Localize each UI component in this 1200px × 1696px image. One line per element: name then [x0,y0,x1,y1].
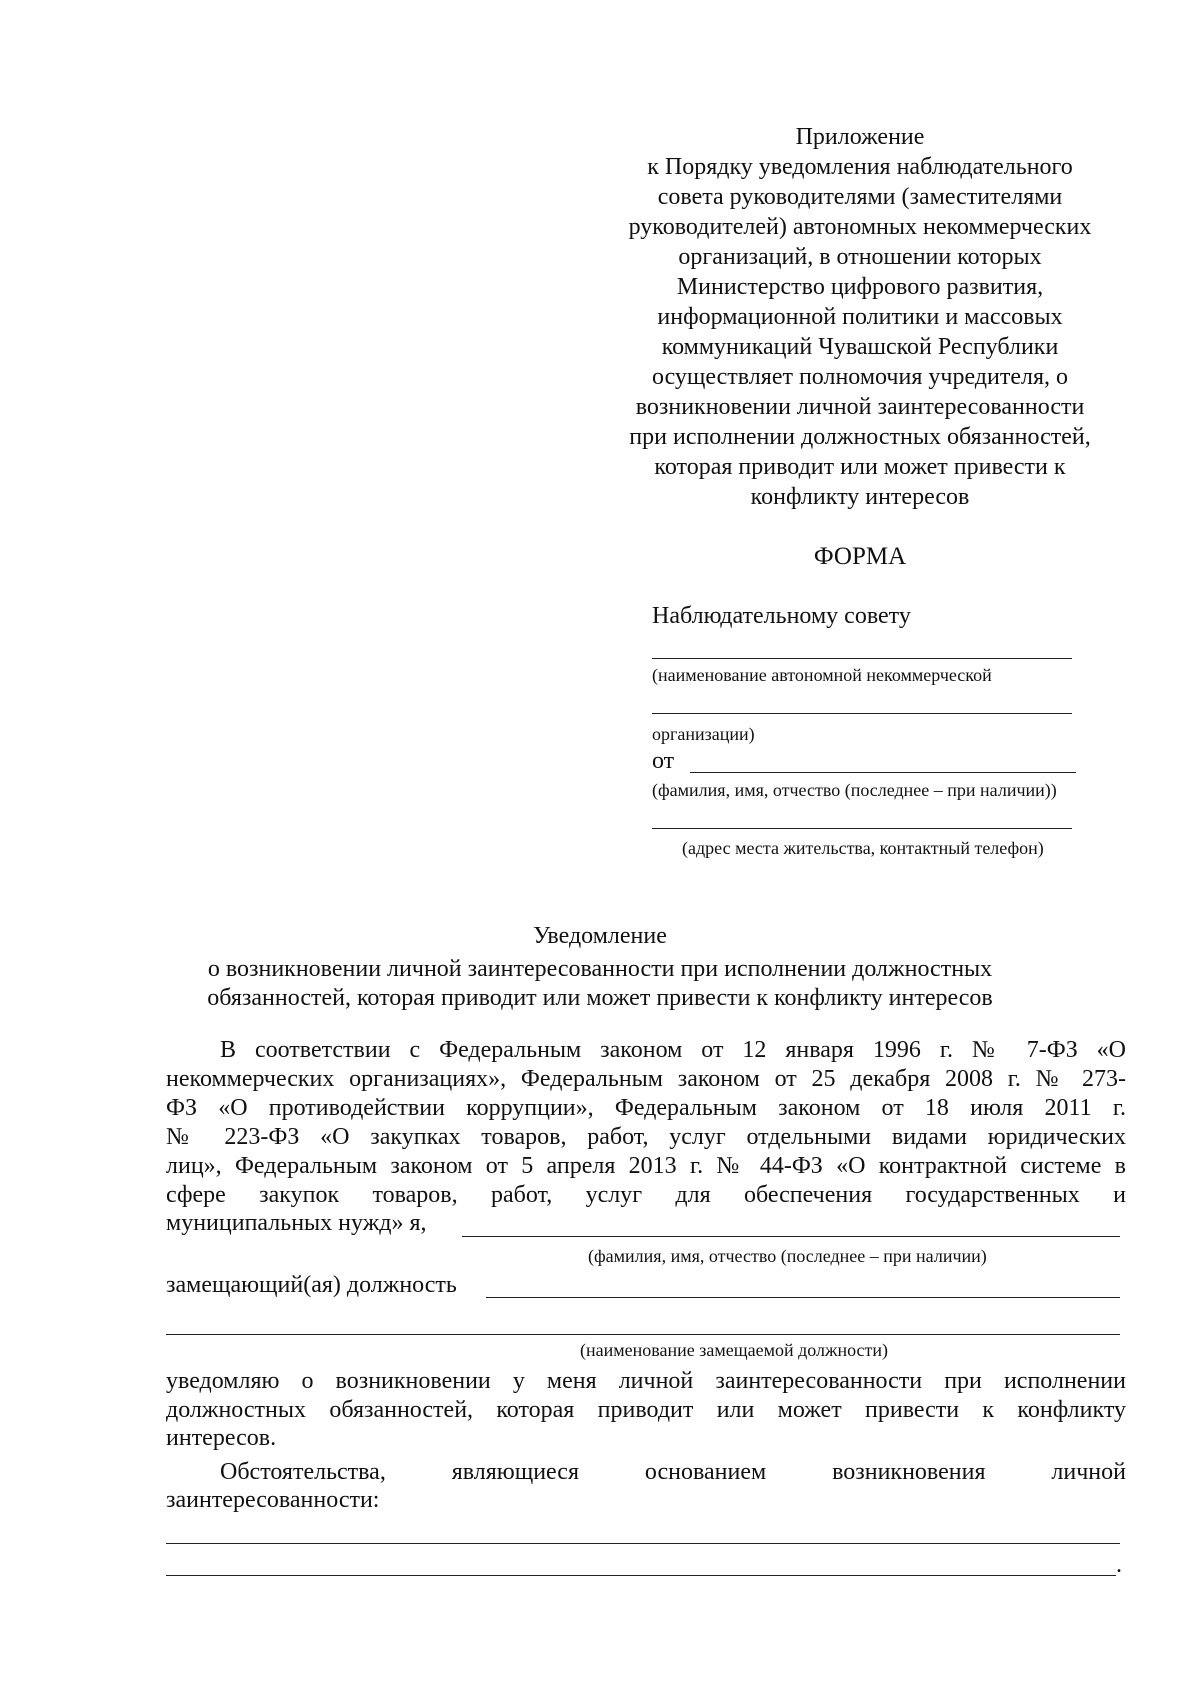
address-line[interactable] [652,828,1072,829]
body-line: муниципальных нужд» я, [166,1210,427,1236]
position-label: замещающий(ая) должность [166,1272,457,1298]
appendix-line: организаций, в отношении которых [678,244,1042,270]
notice-subtitle: о возникновении личной заинтересованности при исполнении должностных [207,956,993,982]
body-line: некоммерческих организациях», Федеральным законом от 25 декабря 2008 г. № 273- [166,1066,1126,1092]
position-hint: (наименование замещаемой должности) [580,1340,889,1360]
appendix-line: осуществляет полномочия учредителя, о [651,364,1068,390]
appendix-line: к Порядку уведомления наблюдательного [647,154,1073,180]
org-name-line-2[interactable] [652,713,1072,714]
circumstances-line-2[interactable] [166,1575,1116,1576]
appendix-line: при исполнении должностных обязанностей, [629,424,1091,450]
end-period: . [1116,1552,1122,1578]
body-line: Обстоятельства, являющиеся основанием возникновения личной [220,1459,1126,1485]
notice-title: Уведомление [533,923,667,949]
appendix-line: руководителей) автономных некоммерческих [628,214,1092,240]
forma-title: ФОРМА [813,543,907,570]
body-line: В соответствии с Федеральным законом от 12 января 1996 г. № 7-ФЗ «О [220,1037,1126,1063]
appendix-line: которая приводит или может привести к [654,454,1066,480]
body-line: сфере закупок товаров, работ, услуг для обеспечения государственных и [166,1182,1126,1208]
from-name-line[interactable] [690,772,1076,773]
body-line: интересов. [166,1425,277,1451]
position-line-2[interactable] [166,1334,1120,1335]
notice-subtitle: обязанностей, которая приводит или может привести к конфликту интересов [207,985,993,1011]
appendix-line: Министерство цифрового развития, [676,274,1044,300]
org-name-hint-cont: организации) [652,724,755,744]
appendix-line: совета руководителями (заместителями [657,184,1063,210]
position-line-1[interactable] [486,1297,1120,1298]
appendix-line: конфликту интересов [750,484,970,510]
appendix-line: информационной политики и массовых [657,304,1063,330]
address-hint: (адрес места жительства, контактный телефон) [682,838,1044,858]
body-line: ФЗ «О противодействии коррупции», Федеральным законом от 18 июля 2011 г. [166,1095,1126,1121]
org-name-hint: (наименование автономной некоммерческой [652,665,992,685]
body-line: должностных обязанностей, которая приводит или может привести к конфликту [166,1397,1126,1423]
org-name-line-1[interactable] [652,658,1072,659]
appendix-line: возникновении личной заинтересованности [635,394,1085,420]
fio-line[interactable] [462,1236,1120,1237]
body-line: лиц», Федеральным законом от 5 апреля 2013 г. № 44-ФЗ «О контрактной системе в [166,1153,1126,1179]
fio-hint: (фамилия, имя, отчество (последнее – при наличии) [588,1246,987,1266]
from-name-hint: (фамилия, имя, отчество (последнее – при наличии)) [652,780,1057,800]
appendix-line: коммуникаций Чувашской Республики [661,334,1059,360]
body-line: № 223-ФЗ «О закупках товаров, работ, услуг отдельными видами юридических [166,1124,1126,1150]
appendix-line: Приложение [795,124,925,150]
addressee-to: Наблюдательному совету [652,603,911,629]
circumstances-line-1[interactable] [166,1543,1120,1544]
body-line: уведомляю о возникновении у меня личной заинтересованности при исполнении [166,1368,1126,1394]
body-line: заинтересованности: [166,1487,380,1513]
from-label: от [652,748,675,774]
